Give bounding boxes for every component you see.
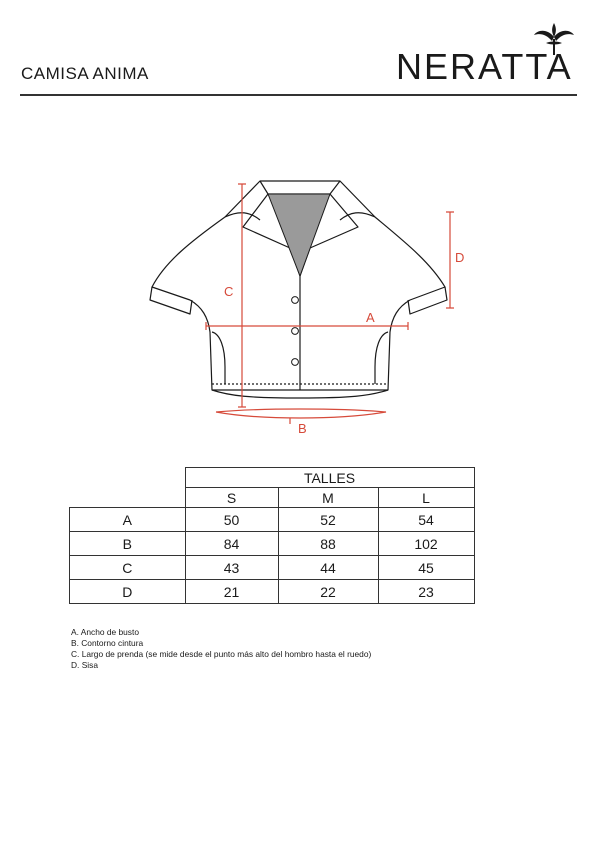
- measure-b-label: B: [298, 421, 307, 436]
- row-label: D: [70, 580, 186, 604]
- header-divider: [20, 94, 577, 96]
- buttons: [292, 297, 299, 366]
- cell-value: 44: [278, 556, 378, 580]
- table-row: [70, 556, 475, 580]
- row-label: B: [70, 532, 186, 556]
- table-row: [70, 580, 475, 604]
- note-a: A. Ancho de busto: [71, 627, 139, 637]
- neckline-fill: [268, 194, 330, 276]
- measure-a-label: A: [366, 310, 375, 325]
- cell-value: 23: [378, 580, 474, 604]
- size-table: [69, 467, 475, 604]
- measurement-notes: [71, 627, 371, 671]
- note-d: D. Sisa: [71, 660, 98, 670]
- measure-c-line: [238, 184, 246, 407]
- measure-a-line: [206, 322, 408, 330]
- brand-logo: NERATTA: [396, 46, 573, 87]
- note-c: C. Largo de prenda (se mide desde el punto más alto del hombro hasta el ruedo): [71, 649, 372, 659]
- measure-b-line: [216, 409, 386, 418]
- cell-value: 21: [185, 580, 278, 604]
- cell-value: 45: [378, 556, 474, 580]
- cell-value: 102: [378, 532, 474, 556]
- cell-value: 54: [378, 508, 474, 532]
- shirt-diagram: [140, 172, 465, 442]
- measure-c-label: C: [224, 284, 234, 299]
- column-header-m: M: [278, 488, 378, 508]
- cell-value: 22: [278, 580, 378, 604]
- button: [292, 328, 299, 335]
- measure-d-line: [446, 212, 454, 308]
- cell-value: 50: [185, 508, 278, 532]
- table-row: [70, 508, 475, 532]
- cell-value: 43: [185, 556, 278, 580]
- cell-value: 84: [185, 532, 278, 556]
- button: [292, 297, 299, 304]
- column-header-l: L: [378, 488, 474, 508]
- note-b: B. Contorno cintura: [71, 638, 144, 648]
- column-header-s: S: [185, 488, 278, 508]
- talles-header: TALLES: [185, 468, 474, 488]
- row-label: A: [70, 508, 186, 532]
- cell-value: 52: [278, 508, 378, 532]
- table-row: [70, 532, 475, 556]
- page-title: CAMISA ANIMA: [21, 64, 149, 83]
- button: [292, 359, 299, 366]
- measure-d-label: D: [455, 250, 465, 265]
- cell-value: 88: [278, 532, 378, 556]
- row-label: C: [70, 556, 186, 580]
